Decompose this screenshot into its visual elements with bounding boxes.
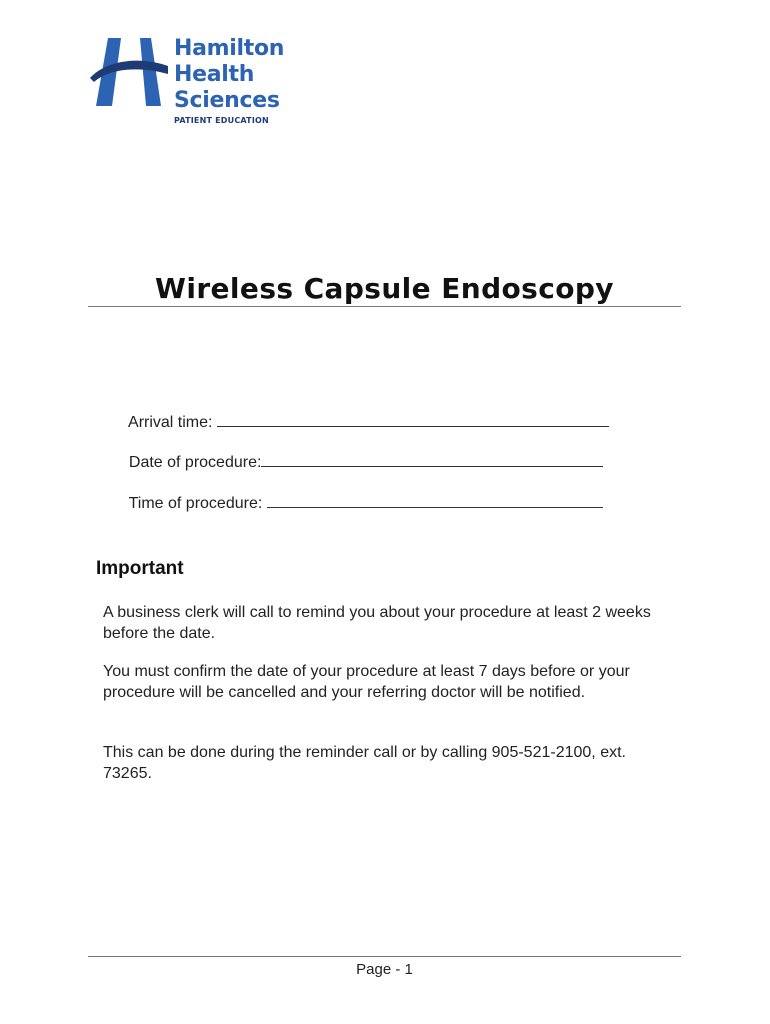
- date-of-procedure-label: Date of procedure:: [128, 454, 262, 471]
- date-of-procedure-blank[interactable]: [261, 452, 603, 467]
- arrival-time-label: Arrival time:: [128, 414, 217, 431]
- important-heading: Important: [96, 558, 184, 579]
- date-of-procedure-field: [120, 434, 603, 472]
- logo-line-2: Health: [174, 62, 255, 87]
- time-of-procedure-blank[interactable]: [267, 493, 603, 508]
- confirmation-paragraph: You must confirm the date of your procedure at least 7 days before or your procedure will be cancelled and your referring doctor will be notified.: [103, 663, 630, 701]
- arrival-time-field: [120, 394, 609, 432]
- page-number: Page - 1: [356, 961, 413, 978]
- logo-line-3: Sciences: [174, 88, 280, 113]
- hamilton-health-sciences-logo: [88, 36, 288, 128]
- document-title: Wireless Capsule Endoscopy: [155, 272, 614, 305]
- logo-subtitle: PATIENT EDUCATION: [174, 116, 269, 125]
- logo-wordmark: [174, 36, 284, 125]
- arrival-time-blank[interactable]: [217, 412, 609, 427]
- logo-h-mark-icon: [88, 36, 172, 110]
- time-of-procedure-label: Time of procedure:: [128, 495, 267, 512]
- contact-paragraph: This can be done during the reminder call or by calling 905-521-2100, ext. 73265.: [103, 744, 626, 782]
- footer-divider: [88, 956, 681, 957]
- title-divider: [88, 306, 681, 307]
- reminder-paragraph: A business clerk will call to remind you about your procedure at least 2 weeks before the date.: [103, 604, 651, 642]
- logo-line-1: Hamilton: [174, 36, 285, 61]
- time-of-procedure-field: [120, 475, 603, 513]
